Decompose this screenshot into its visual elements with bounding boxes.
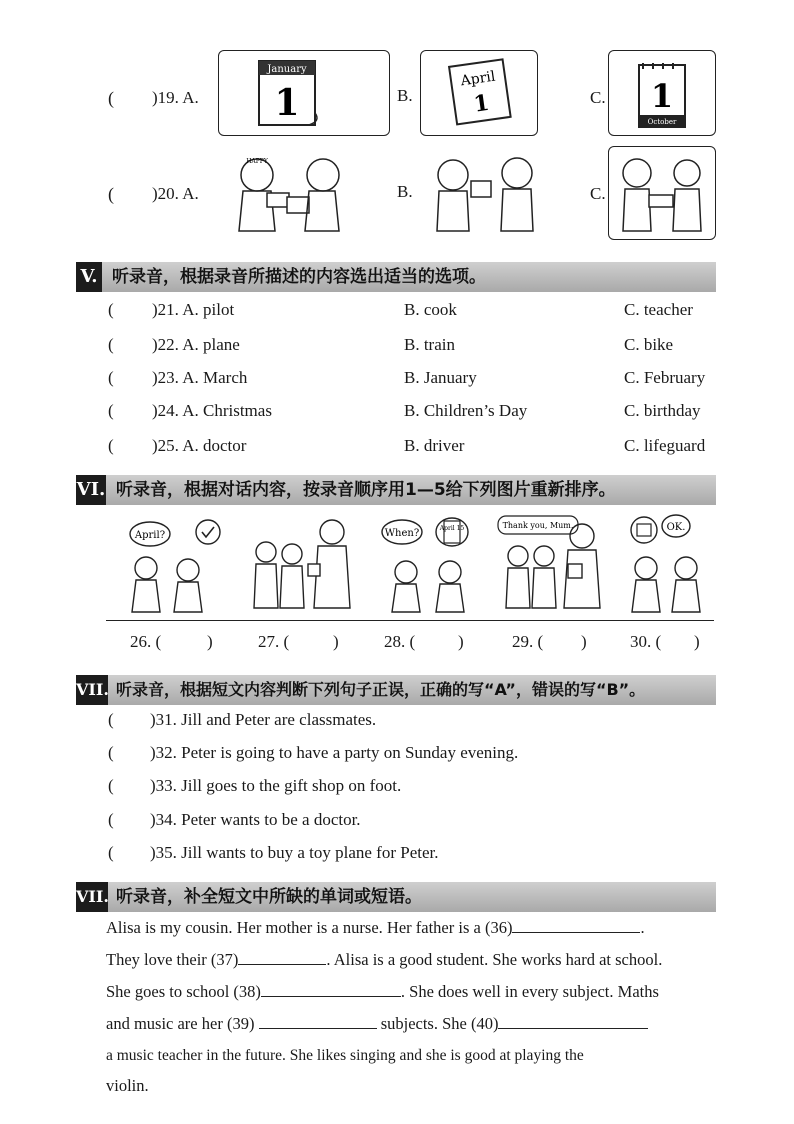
answer-paren-19: ( [108,88,114,108]
question-21-b: B. cook [404,300,457,319]
question-23-c: C. February [624,368,706,387]
answer-27-close: ) [333,632,339,651]
passage-line-2 [106,944,716,976]
section-5-header [76,262,716,292]
answer-paren: ( [108,300,114,319]
option-20b-label: B. [397,182,413,201]
answer-28-close: ) [458,632,464,651]
question-23-b: B. January [404,368,477,387]
question-19-number: )19. A. [152,88,199,107]
section-6-header [76,475,716,505]
question-22-c: C. bike [624,335,674,354]
passage-text: . Alisa is a good student. She works hard at school. [326,950,663,969]
section-8-header [76,882,716,912]
passage-line-3 [106,976,716,1008]
passage-text: a music teacher in the future. She likes singing and she is good at playing the [106,1047,584,1064]
section-7-header [76,675,716,705]
blank-37[interactable] [238,948,326,965]
calendar-c-month: October [647,118,677,126]
calendar-c-day: 1 [650,77,674,115]
calendar-b-day: 1 [472,89,491,118]
boy-girl-gift-icon [421,151,571,237]
passage-line-1 [106,912,716,944]
story-pictures [106,512,714,620]
blank-36[interactable] [512,916,640,933]
passage-text: violin. [106,1076,149,1095]
picture-19c-frame [608,50,716,136]
question-22-b: B. train [404,335,455,354]
answer-paren: ( [108,368,114,387]
question-35: )35. Jill wants to buy a toy plane for Peter. [150,843,439,862]
question-33: )33. Jill goes to the gift shop on foot. [150,776,402,795]
passage-text: They love their (37) [106,950,239,969]
answer-paren: ( [108,843,114,862]
answer-paren: ( [108,710,114,729]
picture-20c-frame [608,146,716,240]
section-8-title: 听录音，补全短文中所缺的单词或短语。 [116,887,422,907]
blank-38[interactable] [261,980,401,997]
section-5-title: 听录音，根据录音所描述的内容选出适当的选项。 [112,267,486,287]
answer-paren: ( [108,810,114,829]
answer-30-label: 30. ( [630,632,662,651]
answer-26-label: 26. ( [130,632,162,651]
passage-text: and music are her (39) [106,1014,255,1033]
section-6-badge: VI. [76,475,106,505]
bubble-happy: HAPPY [246,158,268,165]
picture-strip-frame [106,512,714,621]
option-19c-label: C. [590,88,606,107]
two-girls-gift-icon [219,151,389,237]
picture-19a-frame [218,50,390,136]
question-24-c: C. birthday [624,401,701,420]
question-34: )34. Peter wants to be a doctor. [150,810,361,829]
question-31: )31. Jill and Peter are classmates. [150,710,377,729]
calendar-april-icon [421,51,537,135]
mother-child-cake-icon [609,147,715,239]
picture-19b-frame [420,50,538,136]
answer-paren: ( [108,335,114,354]
picture-20b-frame [420,150,572,238]
section-5-badge: V. [76,262,102,292]
question-20-number: )20. A. [152,184,199,203]
passage-text: . She does well in every subject. Maths [400,982,659,1001]
option-20c-label: C. [590,184,606,203]
answer-paren-20: ( [108,184,114,204]
answer-paren: ( [108,776,114,795]
passage-text: She goes to school (38) [106,982,261,1001]
answer-paren: ( [108,401,114,420]
calendar-a-day: 1 [274,82,300,124]
question-25-b: B. driver [404,436,465,455]
answer-30-close: ) [694,632,700,651]
calendar-january-icon [219,51,389,135]
bubble-april-15: April 15 [439,525,465,532]
answer-paren: ( [108,436,114,455]
bubble-when: When? [384,528,420,539]
section-6-title: 听录音，根据对话内容，按录音顺序用1—5给下列图片重新排序。 [116,480,616,500]
answer-29-label: 29. ( [512,632,544,651]
calendar-october-icon [609,51,715,135]
picture-20a-frame [218,150,390,238]
passage-text: Alisa is my cousin. Her mother is a nurse. Her father is a (36) [106,918,513,937]
blank-39[interactable] [259,1012,377,1029]
answer-27-label: 27. ( [258,632,290,651]
answer-29-close: ) [581,632,587,651]
bubble-ok: OK. [666,522,686,533]
question-21-a: )21. A. pilot [152,300,235,319]
passage-line-5 [106,1040,716,1072]
passage-line-4 [106,1008,716,1040]
section-7-badge: VII. [76,675,108,705]
calendar-a-month: January [267,64,307,75]
question-25-a: )25. A. doctor [152,436,247,455]
calendar-b-month: April [459,68,497,90]
question-24-b: B. Children’s Day [404,401,528,420]
section-7-title: 听录音，根据短文内容判断下列句子正误，正确的写“A”，错误的写“B”。 [116,680,646,699]
passage-text: subjects. She (40) [380,1014,499,1033]
section-8-badge: VII. [76,882,108,912]
option-19b-label: B. [397,86,413,105]
blank-40[interactable] [498,1012,648,1029]
bubble-april: April? [134,530,166,541]
question-21-c: C. teacher [624,300,693,319]
question-25-c: C. lifeguard [624,436,706,455]
question-24-a: )24. A. Christmas [152,401,272,420]
answer-26-close: ) [207,632,213,651]
answer-paren: ( [108,743,114,762]
answer-28-label: 28. ( [384,632,416,651]
question-32: )32. Peter is going to have a party on Sunday evening. [150,743,519,762]
question-23-a: )23. A. March [152,368,248,387]
passage-text: . [640,918,645,937]
question-22-a: )22. A. plane [152,335,240,354]
bubble-thank-you-mum: Thank you, Mum. [502,521,574,530]
passage-line-6 [106,1070,716,1102]
